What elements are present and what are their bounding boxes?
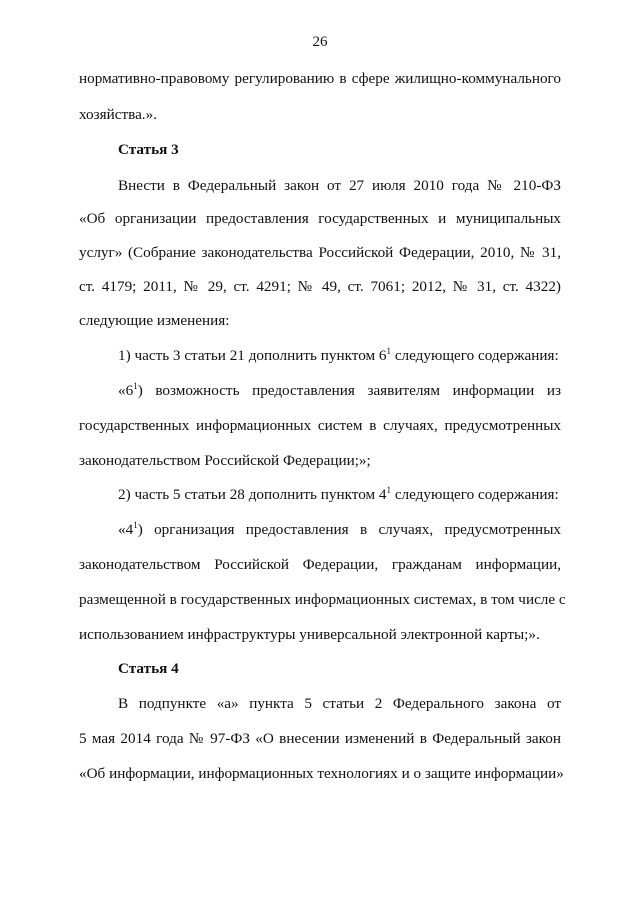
list-item-2-text: 2) часть 5 статьи 28 дополнить пунктом 4 (118, 486, 387, 503)
text-line: «Об организации предоставления государственных и муниципальных (79, 210, 561, 227)
text-line: хозяйства.». (79, 106, 157, 123)
list-item-2 (118, 485, 561, 505)
quote-text: ) организация предоставления в случаях, предусмотренных (137, 521, 561, 538)
quote-text: ) возможность предоставления заявителям информации из (137, 382, 561, 399)
superscript: 1 (386, 485, 392, 495)
text-line: «Об информации, информационных технологиях и о защите информации» (79, 765, 564, 782)
page-number: 26 (312, 34, 328, 50)
text-line: использованием инфраструктуры универсальной электронной карты;». (79, 626, 540, 643)
superscript: 1 (133, 381, 138, 391)
text-line: В подпункте «а» пункта 5 статьи 2 Федерального закона от (118, 695, 561, 712)
section-heading-article-4: Статья 4 (118, 660, 179, 677)
text-line: размещенной в государственных информационных системах, в том числе с (79, 591, 566, 608)
text-line: законодательством Российской Федерации, гражданам информации, (79, 556, 561, 573)
quote-open: «6 (118, 382, 134, 399)
list-item-1-text-end: следующего содержания: (391, 347, 559, 364)
text-line: ст. 4179; 2011, № 29, ст. 4291; № 49, ст. 7061; 2012, № 31, ст. 4322) (79, 278, 561, 295)
list-item-1-text: 1) часть 3 статьи 21 дополнить пунктом 6 (118, 347, 387, 364)
text-line: законодательством Российской Федерации;»; (79, 452, 371, 469)
text-line: государственных информационных систем в случаях, предусмотренных (79, 417, 561, 434)
quote-open: «4 (118, 521, 134, 538)
superscript: 1 (133, 520, 138, 530)
text-line: следующие изменения: (79, 312, 230, 329)
superscript: 1 (386, 346, 392, 356)
list-item-1 (118, 346, 561, 366)
quoted-item-6-1 (118, 381, 561, 401)
list-item-2-text-end: следующего содержания: (391, 486, 559, 503)
text-line: услуг» (Собрание законодательства Российской Федерации, 2010, № 31, (79, 244, 561, 261)
section-heading-article-3: Статья 3 (118, 141, 179, 158)
text-line: 5 мая 2014 года № 97-ФЗ «О внесении изменений в Федеральный закон (79, 730, 561, 747)
text-line: Внести в Федеральный закон от 27 июля 2010 года № 210-ФЗ (118, 177, 561, 194)
text-line: нормативно-правовому регулированию в сфере жилищно-коммунального (79, 70, 561, 87)
quoted-item-4-1 (118, 520, 561, 540)
